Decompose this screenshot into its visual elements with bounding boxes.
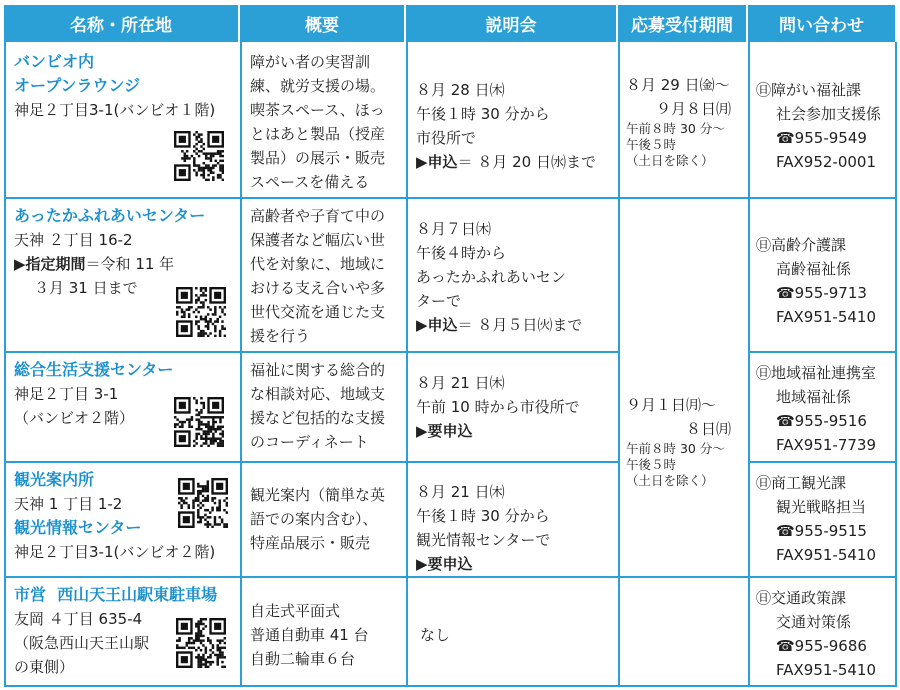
apply-required: ▶要申込 (416, 422, 473, 440)
summary-line: 高齢者や子育て中の (250, 207, 386, 225)
row3-session (416, 371, 616, 443)
row3-summary (250, 358, 405, 454)
contact-department: ㊐交通政策課 (756, 589, 847, 607)
session-place: 市役所で (416, 129, 477, 147)
designation-label: ▶指定期間 (14, 255, 86, 273)
apply-label: ▶申込 (416, 316, 458, 334)
header-name-location: 名称・所在地 (4, 5, 240, 42)
session-place: あったかふれあいセン (416, 268, 566, 286)
row4-contact (756, 471, 896, 567)
summary-line: 特産品展示・販売 (250, 534, 371, 552)
header-contact: 問い合わせ (748, 5, 897, 42)
facility-address-note: （阪急西山天王山駅 (14, 634, 150, 652)
contact-department: ㊐高齢介護課 (756, 236, 847, 254)
summary-line: のコーディネート (250, 433, 369, 451)
period-hours-end: 午後５時 (626, 457, 677, 472)
apply-required: ▶要申込 (416, 555, 473, 573)
session-place-cont: ターで (416, 292, 462, 310)
qr-code-icon[interactable] (178, 478, 228, 528)
row2-name-location (14, 204, 238, 300)
session-time: 午後４時から (416, 244, 507, 262)
row-divider (4, 351, 618, 353)
row-divider (4, 197, 897, 199)
row5-session (420, 623, 610, 647)
header-application-period: 応募受付期間 (618, 5, 748, 42)
summary-line: 福祉に関する総合的 (250, 361, 386, 379)
summary-line: 自動二輪車６台 (250, 650, 356, 668)
contact-fax: FAX951-5410 (776, 661, 877, 679)
period-end: ９月８日㈪ (656, 100, 732, 118)
col-divider (748, 42, 750, 687)
contact-phone[interactable]: ☎955-9713 (776, 284, 867, 302)
row-divider (748, 351, 897, 353)
facility-address: 天神 1 丁目 1-2 (14, 495, 123, 513)
summary-line: 練、就労支援の場。 (250, 77, 386, 95)
session-time: 午後１時 30 分から (416, 507, 550, 525)
summary-line: おける支え合いや多 (250, 279, 386, 297)
summary-line: 語での案内含む）、 (250, 510, 378, 528)
period-note: （土日を除く） (626, 473, 714, 488)
facility-address-note: （バンビオ２階） (14, 409, 135, 427)
contact-fax: FAX952-0001 (776, 153, 877, 171)
summary-line: 障がい者の実習訓 (250, 53, 371, 71)
session-date: ８月 21 日㈭ (416, 483, 505, 501)
contact-section: 観光戦略担当 (776, 498, 867, 516)
contact-section: 高齢福祉係 (776, 260, 852, 278)
row1-summary (250, 50, 405, 194)
row5-summary (250, 599, 405, 671)
row-divider (4, 576, 897, 578)
contact-department: ㊐商工観光課 (756, 474, 847, 492)
facility-table (4, 5, 897, 687)
facility-name-secondary: 観光情報センター (14, 518, 142, 537)
contact-phone[interactable]: ☎955-9686 (776, 637, 867, 655)
facility-name: バンビオ内 (14, 52, 95, 71)
session-date: ８月７日㈭ (416, 220, 492, 238)
session-time-place: 午前 10 時から市役所で (416, 398, 580, 416)
row1-name-location (14, 50, 238, 122)
summary-line: スペースを備える (250, 173, 370, 191)
facility-name: オープンラウンジ (14, 76, 141, 95)
row4-session (416, 480, 616, 576)
qr-code-icon[interactable] (176, 618, 226, 668)
col-divider (618, 42, 620, 687)
summary-line: 援など包括的な支援 (250, 409, 386, 427)
facility-name: 総合生活支援センター (14, 360, 174, 379)
period-start: ９月１日㈪～ (626, 396, 717, 414)
facility-address: 神足２丁目3-1(バンビオ１階) (14, 101, 216, 119)
summary-line: 喫茶スペース、ほっ (250, 101, 385, 119)
row1-application-period (626, 73, 746, 169)
apply-label: ▶申込 (416, 153, 458, 171)
session-place: 観光情報センターで (416, 531, 551, 549)
row2-session (416, 217, 616, 337)
summary-line: 代を対象に、地域に (250, 255, 386, 273)
qr-code-icon[interactable] (174, 397, 224, 447)
facility-address: 友岡 ４丁目 635-4 (14, 610, 143, 628)
contact-department: ㊐地域福祉連携室 (756, 364, 877, 382)
row4-summary (250, 483, 405, 555)
contact-phone[interactable]: ☎955-9549 (776, 129, 867, 147)
summary-line: 援を行う (250, 327, 311, 345)
col-divider (406, 42, 408, 687)
row1-contact (756, 78, 896, 174)
period-hours-end: 午後５時 (626, 137, 677, 152)
facility-address-secondary: 神足２丁目3-1(バンビオ２階) (14, 543, 216, 561)
row3-contact (756, 361, 896, 457)
row-divider (748, 461, 897, 463)
period-end: ８日㈪ (686, 420, 732, 438)
summary-line: な相談対応、地域支 (250, 385, 386, 403)
facility-name: 市営 西山天王山駅東駐車場 (14, 585, 218, 604)
contact-fax: FAX951-7739 (776, 436, 877, 454)
qr-code-icon[interactable] (176, 287, 226, 337)
header-session: 説明会 (406, 5, 618, 42)
designation-period: ＝令和 11 年 (85, 255, 175, 273)
period-hours: 午前８時 30 分～ (626, 441, 725, 456)
row-divider (4, 461, 618, 463)
session-none: なし (420, 626, 451, 644)
facility-address-note: の東側） (14, 658, 75, 676)
facility-name: あったかふれあいセンター (14, 206, 206, 225)
table-bottom-border (4, 685, 897, 687)
row5-contact (756, 586, 896, 682)
apply-deadline: ＝ ８月５日㈫まで (457, 316, 583, 334)
summary-line: 保護者など幅広い世 (250, 231, 386, 249)
facility-name: 観光案内所 (14, 470, 95, 489)
apply-deadline: ＝ ８月 20 日㈬まで (457, 153, 596, 171)
qr-code-icon[interactable] (174, 131, 224, 181)
summary-line: 世代交流を通じた支 (250, 303, 386, 321)
shared-application-period (626, 393, 746, 489)
contact-phone[interactable]: ☎955-9515 (776, 522, 867, 540)
contact-fax: FAX951-5410 (776, 308, 877, 326)
summary-line: 自走式平面式 (250, 602, 341, 620)
contact-department: ㊐障がい福祉課 (756, 81, 862, 99)
designation-period-end: ３月 31 日まで (34, 279, 138, 297)
contact-section: 交通対策係 (776, 613, 852, 631)
summary-line: 製品）の展示・販売 (250, 149, 386, 167)
summary-line: 普通自動車 41 台 (250, 626, 369, 644)
contact-fax: FAX951-5410 (776, 546, 877, 564)
contact-section: 社会参加支援係 (776, 105, 882, 123)
facility-address: 天神 ２丁目 16-2 (14, 231, 133, 249)
session-date: ８月 21 日㈭ (416, 374, 505, 392)
row2-contact (756, 233, 896, 329)
period-hours: 午前８時 30 分～ (626, 121, 725, 136)
col-divider (240, 42, 242, 687)
session-date: ８月 28 日㈭ (416, 81, 505, 99)
row1-session (416, 78, 616, 174)
period-note: （土日を除く） (626, 153, 714, 168)
contact-phone[interactable]: ☎955-9516 (776, 412, 867, 430)
row2-summary (250, 204, 405, 348)
summary-line: 観光案内（簡単な英 (250, 486, 386, 504)
facility-address: 神足２丁目 3-1 (14, 385, 119, 403)
period-start: ８月 29 日㈮～ (626, 76, 730, 94)
col-divider (4, 42, 6, 687)
contact-section: 地域福祉係 (776, 388, 852, 406)
header-summary: 概要 (240, 5, 406, 42)
session-time: 午後１時 30 分から (416, 105, 550, 123)
summary-line: とはあと製品（授産 (250, 125, 386, 143)
